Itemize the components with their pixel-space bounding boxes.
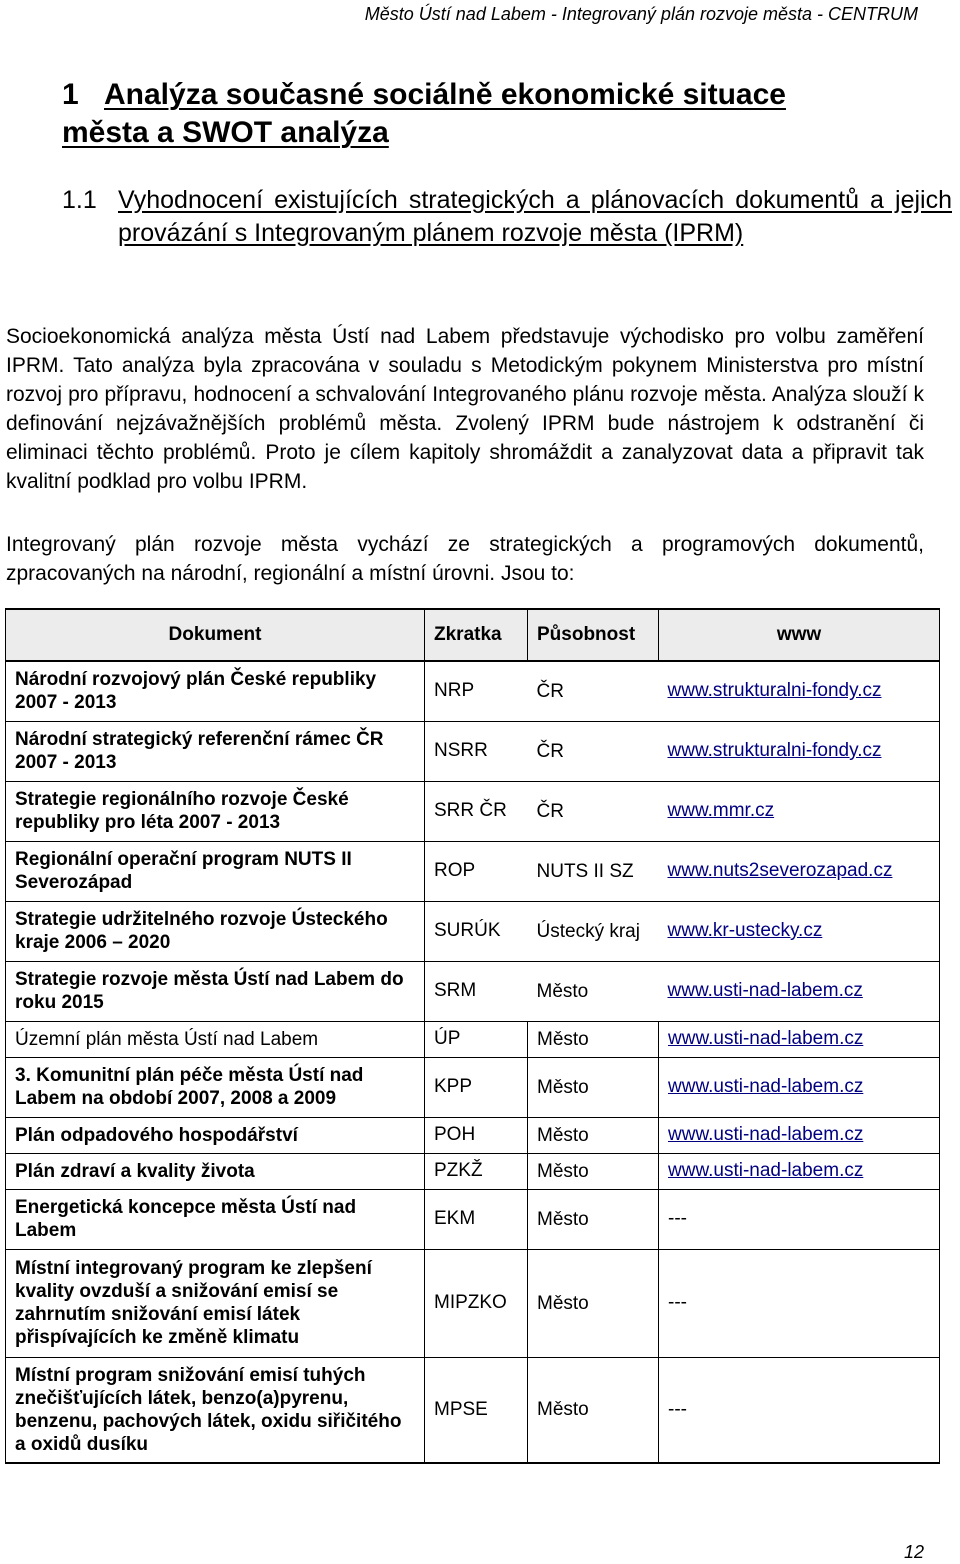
doc-abbr: NRP <box>425 661 528 721</box>
doc-link[interactable]: www.mmr.cz <box>659 781 940 841</box>
heading-1 <box>62 76 862 152</box>
table-row <box>6 1057 940 1117</box>
table-header-row <box>6 609 940 661</box>
doc-name: Energetická koncepce města Ústí nad Labem <box>6 1189 425 1249</box>
doc-scope: Město <box>528 961 659 1021</box>
doc-scope: Město <box>528 1057 659 1117</box>
doc-link[interactable]: www.strukturalni-fondy.cz <box>659 721 940 781</box>
doc-abbr: SURÚK <box>425 901 528 961</box>
doc-scope: Město <box>528 1153 659 1189</box>
heading-1-text: Analýza současné sociálně ekonomické situace města a SWOT analýza <box>62 78 786 149</box>
documents-table <box>5 608 940 1464</box>
doc-scope: ČR <box>528 661 659 721</box>
doc-abbr: KPP <box>425 1057 528 1117</box>
doc-link[interactable]: www.nuts2severozapad.cz <box>659 841 940 901</box>
table-row <box>6 721 940 781</box>
doc-name: Strategie regionálního rozvoje České republiky pro léta 2007 - 2013 <box>6 781 425 841</box>
table-row <box>6 841 940 901</box>
header-abbr: Zkratka <box>425 609 528 661</box>
doc-name: Regionální operační program NUTS II Severozápad <box>6 841 425 901</box>
table-row <box>6 901 940 961</box>
doc-link[interactable]: www.strukturalni-fondy.cz <box>659 661 940 721</box>
doc-name: Strategie rozvoje města Ústí nad Labem do roku 2015 <box>6 961 425 1021</box>
page-number: 12 <box>903 1542 924 1562</box>
header-www: www <box>659 609 940 661</box>
table-row <box>6 661 940 721</box>
running-header: Město Ústí nad Labem - Integrovaný plán rozvoje města - CENTRUM <box>364 4 918 24</box>
paragraph-documents: Integrovaný plán rozvoje města vychází ze strategických a programových dokumentů, zpracovaných na národní, regionální a místní úrovni. Jsou to: <box>6 533 924 585</box>
doc-abbr: MPSE <box>425 1357 528 1463</box>
heading-1-number: 1 <box>62 78 79 111</box>
doc-abbr: PZKŽ <box>425 1153 528 1189</box>
table-row <box>6 1117 940 1153</box>
doc-link: --- <box>659 1249 940 1357</box>
doc-link: --- <box>659 1357 940 1463</box>
doc-link[interactable]: www.usti-nad-labem.cz <box>659 961 940 1021</box>
doc-abbr: NSRR <box>425 721 528 781</box>
table-row <box>6 1153 940 1189</box>
paragraph-intro: Socioekonomická analýza města Ústí nad Labem představuje východisko pro volbu zaměření IPRM. Tato analýza byla zpracována v souladu s Metodickým pokynem Ministerstva pro místní rozvoj pro přípravu, hodnocení a schvalování Integrovaného plánu rozvoje města. Analýza slouží k definování nejzávažnějších problémů města. Zvolený IPRM bude nástrojem k odstranění či eliminaci těchto problémů. Proto je cílem kapitoly shromáždit a zanalyzovat data a připravit tak kvalitní podklad pro volbu IPRM. <box>6 325 924 493</box>
doc-name: Plán zdraví a kvality života <box>6 1153 425 1189</box>
doc-link[interactable]: www.usti-nad-labem.cz <box>659 1057 940 1117</box>
table-row <box>6 1021 940 1057</box>
doc-scope: Město <box>528 1189 659 1249</box>
doc-name: 3. Komunitní plán péče města Ústí nad Labem na období 2007, 2008 a 2009 <box>6 1057 425 1117</box>
doc-scope: ČR <box>528 781 659 841</box>
doc-abbr: ROP <box>425 841 528 901</box>
doc-name: Místní integrovaný program ke zlepšení kvality ovzduší a snižování emisí se zahrnutím snižování emisí látek přispívajících ke změně klimatu <box>6 1249 425 1357</box>
heading-2-text: Vyhodnocení existujících strategických a plánovacích dokumentů a jejich provázání s Integrovaným plánem rozvoje města (IPRM) <box>118 186 952 247</box>
table-row <box>6 961 940 1021</box>
doc-name: Plán odpadového hospodářství <box>6 1117 425 1153</box>
doc-link[interactable]: www.kr-ustecky.cz <box>659 901 940 961</box>
doc-link[interactable]: www.usti-nad-labem.cz <box>659 1021 940 1057</box>
doc-abbr: ÚP <box>425 1021 528 1057</box>
doc-abbr: SRR ČR <box>425 781 528 841</box>
doc-scope: Ústecký kraj <box>528 901 659 961</box>
doc-abbr: POH <box>425 1117 528 1153</box>
table-row <box>6 1357 940 1463</box>
doc-abbr: EKM <box>425 1189 528 1249</box>
doc-scope: NUTS II SZ <box>528 841 659 901</box>
doc-link[interactable]: www.usti-nad-labem.cz <box>659 1153 940 1189</box>
doc-name: Územní plán města Ústí nad Labem <box>6 1021 425 1057</box>
doc-link[interactable]: www.usti-nad-labem.cz <box>659 1117 940 1153</box>
heading-2 <box>62 184 952 250</box>
doc-scope: Město <box>528 1357 659 1463</box>
doc-scope: ČR <box>528 721 659 781</box>
doc-name: Národní rozvojový plán České republiky 2007 - 2013 <box>6 661 425 721</box>
header-document: Dokument <box>6 609 425 661</box>
table-row <box>6 781 940 841</box>
table-row <box>6 1249 940 1357</box>
doc-scope: Město <box>528 1249 659 1357</box>
doc-name: Strategie udržitelného rozvoje Ústeckého kraje 2006 – 2020 <box>6 901 425 961</box>
doc-name: Národní strategický referenční rámec ČR 2007 - 2013 <box>6 721 425 781</box>
doc-name: Místní program snižování emisí tuhých znečišťujících látek, benzo(a)pyrenu, benzenu, pachových látek, oxidu siřičitého a oxidů dusíku <box>6 1357 425 1463</box>
doc-scope: Město <box>528 1021 659 1057</box>
table-row <box>6 1189 940 1249</box>
header-scope: Působnost <box>528 609 659 661</box>
doc-abbr: SRM <box>425 961 528 1021</box>
doc-link: --- <box>659 1189 940 1249</box>
heading-2-number: 1.1 <box>62 186 97 214</box>
doc-scope: Město <box>528 1117 659 1153</box>
doc-abbr: MIPZKO <box>425 1249 528 1357</box>
